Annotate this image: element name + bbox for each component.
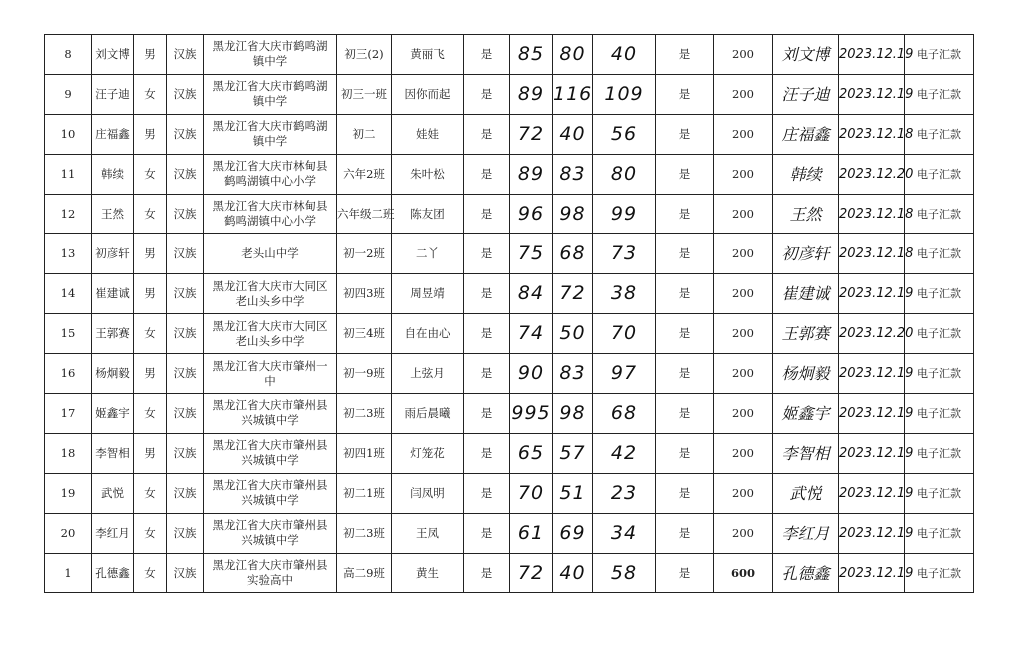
- confirm-cell: 是: [464, 274, 510, 314]
- nickname: 黄生: [392, 553, 464, 593]
- ethnicity: 汉族: [167, 314, 204, 354]
- nickname: 周昱靖: [392, 274, 464, 314]
- amount: 200: [714, 194, 773, 234]
- confirm-cell-2: 是: [656, 234, 714, 274]
- confirm-cell: 是: [464, 314, 510, 354]
- gender: 男: [134, 274, 167, 314]
- row-number: 20: [45, 513, 92, 553]
- confirm-cell-2: 是: [656, 74, 714, 114]
- date: 2023.12.19: [839, 354, 905, 394]
- student-name: 李智相: [92, 433, 134, 473]
- gender: 女: [134, 314, 167, 354]
- row-number: 18: [45, 433, 92, 473]
- confirm-cell: 是: [464, 433, 510, 473]
- student-name: 姬鑫宇: [92, 394, 134, 434]
- class-name: 初一9班: [337, 354, 392, 394]
- score-3: 73: [593, 234, 656, 274]
- signature: 武悦: [773, 473, 839, 513]
- student-name: 庄福鑫: [92, 114, 134, 154]
- confirm-cell-2: 是: [656, 274, 714, 314]
- signature: 汪子迪: [773, 74, 839, 114]
- student-name: 李红月: [92, 513, 134, 553]
- score-1: 90: [510, 354, 553, 394]
- nickname: 二丫: [392, 234, 464, 274]
- score-3: 23: [593, 473, 656, 513]
- student-name: 汪子迪: [92, 74, 134, 114]
- date: 2023.12.19: [839, 513, 905, 553]
- confirm-cell: 是: [464, 513, 510, 553]
- score-2: 83: [553, 154, 593, 194]
- student-name: 杨炯毅: [92, 354, 134, 394]
- nickname: 黄丽飞: [392, 35, 464, 75]
- confirm-cell-2: 是: [656, 553, 714, 593]
- confirm-cell: 是: [464, 553, 510, 593]
- row-number: 10: [45, 114, 92, 154]
- row-number: 13: [45, 234, 92, 274]
- date: 2023.12.19: [839, 74, 905, 114]
- date: 2023.12.20: [839, 154, 905, 194]
- school-name: 黑龙江省大庆市大同区老山头乡中学: [204, 274, 337, 314]
- school-name: 黑龙江省大庆市林甸县鹤鸣湖镇中心小学: [204, 194, 337, 234]
- school-name: 黑龙江省大庆市林甸县鹤鸣湖镇中心小学: [204, 154, 337, 194]
- class-name: 六年级二班: [337, 194, 392, 234]
- payment-method: 电子汇款: [905, 35, 974, 75]
- table-row: [45, 35, 974, 75]
- ethnicity: 汉族: [167, 194, 204, 234]
- row-number: 19: [45, 473, 92, 513]
- signature: 崔建诚: [773, 274, 839, 314]
- signature: 王郭赛: [773, 314, 839, 354]
- payment-method: 电子汇款: [905, 354, 974, 394]
- score-3: 109: [593, 74, 656, 114]
- date: 2023.12.18: [839, 234, 905, 274]
- table-row: [45, 473, 974, 513]
- table-row: [45, 314, 974, 354]
- signature: 王然: [773, 194, 839, 234]
- amount: 200: [714, 154, 773, 194]
- nickname: 上弦月: [392, 354, 464, 394]
- confirm-cell-2: 是: [656, 394, 714, 434]
- score-2: 50: [553, 314, 593, 354]
- signature: 韩续: [773, 154, 839, 194]
- confirm-cell: 是: [464, 394, 510, 434]
- ethnicity: 汉族: [167, 114, 204, 154]
- ethnicity: 汉族: [167, 513, 204, 553]
- student-name: 刘文博: [92, 35, 134, 75]
- ethnicity: 汉族: [167, 35, 204, 75]
- score-3: 97: [593, 354, 656, 394]
- confirm-cell: 是: [464, 473, 510, 513]
- payment-method: 电子汇款: [905, 433, 974, 473]
- date: 2023.12.19: [839, 553, 905, 593]
- school-name: 老头山中学: [204, 234, 337, 274]
- nickname: 闫凤明: [392, 473, 464, 513]
- gender: 女: [134, 513, 167, 553]
- ethnicity: 汉族: [167, 234, 204, 274]
- confirm-cell: 是: [464, 35, 510, 75]
- table-row: [45, 194, 974, 234]
- class-name: 初三一班: [337, 74, 392, 114]
- gender: 男: [134, 114, 167, 154]
- date: 2023.12.19: [839, 35, 905, 75]
- row-number: 1: [45, 553, 92, 593]
- gender: 男: [134, 234, 167, 274]
- date: 2023.12.19: [839, 274, 905, 314]
- student-name: 王郭赛: [92, 314, 134, 354]
- payment-method: 电子汇款: [905, 74, 974, 114]
- signature: 庄福鑫: [773, 114, 839, 154]
- amount: 200: [714, 234, 773, 274]
- payment-method: 电子汇款: [905, 513, 974, 553]
- gender: 女: [134, 74, 167, 114]
- score-1: 995: [510, 394, 553, 434]
- confirm-cell: 是: [464, 154, 510, 194]
- class-name: 初三(2): [337, 35, 392, 75]
- payment-method: 电子汇款: [905, 274, 974, 314]
- score-3: 70: [593, 314, 656, 354]
- date: 2023.12.19: [839, 394, 905, 434]
- school-name: 黑龙江省大庆市肇州县兴城镇中学: [204, 513, 337, 553]
- nickname: 朱叶松: [392, 154, 464, 194]
- signature: 杨炯毅: [773, 354, 839, 394]
- school-name: 黑龙江省大庆市肇州一中: [204, 354, 337, 394]
- nickname: 雨后晨曦: [392, 394, 464, 434]
- amount: 600: [714, 553, 773, 593]
- gender: 女: [134, 553, 167, 593]
- student-name: 武悦: [92, 473, 134, 513]
- school-name: 黑龙江省大庆市肇州县兴城镇中学: [204, 473, 337, 513]
- class-name: 初四3班: [337, 274, 392, 314]
- row-number: 15: [45, 314, 92, 354]
- confirm-cell-2: 是: [656, 473, 714, 513]
- gender: 女: [134, 194, 167, 234]
- ethnicity: 汉族: [167, 74, 204, 114]
- table-row: [45, 394, 974, 434]
- ethnicity: 汉族: [167, 553, 204, 593]
- ethnicity: 汉族: [167, 394, 204, 434]
- confirm-cell-2: 是: [656, 114, 714, 154]
- score-3: 99: [593, 194, 656, 234]
- confirm-cell-2: 是: [656, 154, 714, 194]
- table-row: [45, 234, 974, 274]
- score-3: 38: [593, 274, 656, 314]
- class-name: 初四1班: [337, 433, 392, 473]
- school-name: 黑龙江省大庆市鹤鸣湖镇中学: [204, 35, 337, 75]
- ethnicity: 汉族: [167, 274, 204, 314]
- score-2: 80: [553, 35, 593, 75]
- signature: 李智相: [773, 433, 839, 473]
- school-name: 黑龙江省大庆市大同区老山头乡中学: [204, 314, 337, 354]
- payment-method: 电子汇款: [905, 473, 974, 513]
- score-3: 58: [593, 553, 656, 593]
- student-name: 王然: [92, 194, 134, 234]
- score-1: 89: [510, 154, 553, 194]
- class-name: 初三4班: [337, 314, 392, 354]
- row-number: 9: [45, 74, 92, 114]
- score-1: 61: [510, 513, 553, 553]
- ethnicity: 汉族: [167, 354, 204, 394]
- score-2: 83: [553, 354, 593, 394]
- table-row: [45, 274, 974, 314]
- payment-method: 电子汇款: [905, 553, 974, 593]
- payment-method: 电子汇款: [905, 154, 974, 194]
- signature: 初彦轩: [773, 234, 839, 274]
- score-1: 75: [510, 234, 553, 274]
- class-name: 初一2班: [337, 234, 392, 274]
- confirm-cell: 是: [464, 114, 510, 154]
- score-3: 56: [593, 114, 656, 154]
- confirm-cell-2: 是: [656, 354, 714, 394]
- signature: 孔德鑫: [773, 553, 839, 593]
- score-2: 98: [553, 394, 593, 434]
- gender: 男: [134, 35, 167, 75]
- table-row: [45, 354, 974, 394]
- ethnicity: 汉族: [167, 433, 204, 473]
- score-2: 40: [553, 553, 593, 593]
- gender: 女: [134, 154, 167, 194]
- class-name: 初二3班: [337, 394, 392, 434]
- row-number: 12: [45, 194, 92, 234]
- confirm-cell-2: 是: [656, 314, 714, 354]
- student-name: 韩续: [92, 154, 134, 194]
- class-name: 初二3班: [337, 513, 392, 553]
- amount: 200: [714, 114, 773, 154]
- score-3: 40: [593, 35, 656, 75]
- score-1: 65: [510, 433, 553, 473]
- score-2: 57: [553, 433, 593, 473]
- amount: 200: [714, 74, 773, 114]
- roster-table: [44, 34, 974, 593]
- score-2: 40: [553, 114, 593, 154]
- table-row: [45, 553, 974, 593]
- confirm-cell: 是: [464, 194, 510, 234]
- amount: 200: [714, 513, 773, 553]
- class-name: 初二: [337, 114, 392, 154]
- signature: 姬鑫宇: [773, 394, 839, 434]
- school-name: 黑龙江省大庆市鹤鸣湖镇中学: [204, 114, 337, 154]
- payment-method: 电子汇款: [905, 194, 974, 234]
- confirm-cell-2: 是: [656, 35, 714, 75]
- payment-method: 电子汇款: [905, 314, 974, 354]
- confirm-cell-2: 是: [656, 433, 714, 473]
- score-3: 42: [593, 433, 656, 473]
- score-1: 89: [510, 74, 553, 114]
- date: 2023.12.19: [839, 433, 905, 473]
- school-name: 黑龙江省大庆市肇州县兴城镇中学: [204, 433, 337, 473]
- nickname: 灯笼花: [392, 433, 464, 473]
- amount: 200: [714, 473, 773, 513]
- row-number: 11: [45, 154, 92, 194]
- score-1: 70: [510, 473, 553, 513]
- score-3: 80: [593, 154, 656, 194]
- score-1: 84: [510, 274, 553, 314]
- gender: 男: [134, 354, 167, 394]
- confirm-cell-2: 是: [656, 513, 714, 553]
- table-row: [45, 74, 974, 114]
- score-3: 68: [593, 394, 656, 434]
- signature: 李红月: [773, 513, 839, 553]
- nickname: 自在由心: [392, 314, 464, 354]
- row-number: 14: [45, 274, 92, 314]
- score-2: 98: [553, 194, 593, 234]
- date: 2023.12.19: [839, 473, 905, 513]
- score-2: 51: [553, 473, 593, 513]
- score-2: 116: [553, 74, 593, 114]
- row-number: 16: [45, 354, 92, 394]
- score-2: 68: [553, 234, 593, 274]
- row-number: 8: [45, 35, 92, 75]
- school-name: 黑龙江省大庆市肇州县实验高中: [204, 553, 337, 593]
- table-row: [45, 513, 974, 553]
- confirm-cell: 是: [464, 234, 510, 274]
- nickname: 因你而起: [392, 74, 464, 114]
- score-1: 85: [510, 35, 553, 75]
- row-number: 17: [45, 394, 92, 434]
- amount: 200: [714, 354, 773, 394]
- school-name: 黑龙江省大庆市肇州县兴城镇中学: [204, 394, 337, 434]
- ethnicity: 汉族: [167, 473, 204, 513]
- student-name: 孔德鑫: [92, 553, 134, 593]
- score-1: 74: [510, 314, 553, 354]
- score-1: 72: [510, 114, 553, 154]
- table-row: [45, 154, 974, 194]
- gender: 女: [134, 473, 167, 513]
- class-name: 六年2班: [337, 154, 392, 194]
- class-name: 初二1班: [337, 473, 392, 513]
- payment-method: 电子汇款: [905, 234, 974, 274]
- student-name: 初彦轩: [92, 234, 134, 274]
- signature: 刘文博: [773, 35, 839, 75]
- score-2: 72: [553, 274, 593, 314]
- score-1: 72: [510, 553, 553, 593]
- student-name: 崔建诚: [92, 274, 134, 314]
- amount: 200: [714, 394, 773, 434]
- score-2: 69: [553, 513, 593, 553]
- amount: 200: [714, 274, 773, 314]
- confirm-cell-2: 是: [656, 194, 714, 234]
- date: 2023.12.20: [839, 314, 905, 354]
- score-1: 96: [510, 194, 553, 234]
- amount: 200: [714, 35, 773, 75]
- table-row: [45, 114, 974, 154]
- score-3: 34: [593, 513, 656, 553]
- gender: 女: [134, 394, 167, 434]
- payment-method: 电子汇款: [905, 114, 974, 154]
- gender: 男: [134, 433, 167, 473]
- confirm-cell: 是: [464, 354, 510, 394]
- amount: 200: [714, 433, 773, 473]
- payment-method: 电子汇款: [905, 394, 974, 434]
- amount: 200: [714, 314, 773, 354]
- date: 2023.12.18: [839, 114, 905, 154]
- class-name: 高二9班: [337, 553, 392, 593]
- school-name: 黑龙江省大庆市鹤鸣湖镇中学: [204, 74, 337, 114]
- date: 2023.12.18: [839, 194, 905, 234]
- confirm-cell: 是: [464, 74, 510, 114]
- nickname: 娃娃: [392, 114, 464, 154]
- nickname: 王凤: [392, 513, 464, 553]
- nickname: 陈友团: [392, 194, 464, 234]
- table-row: [45, 433, 974, 473]
- ethnicity: 汉族: [167, 154, 204, 194]
